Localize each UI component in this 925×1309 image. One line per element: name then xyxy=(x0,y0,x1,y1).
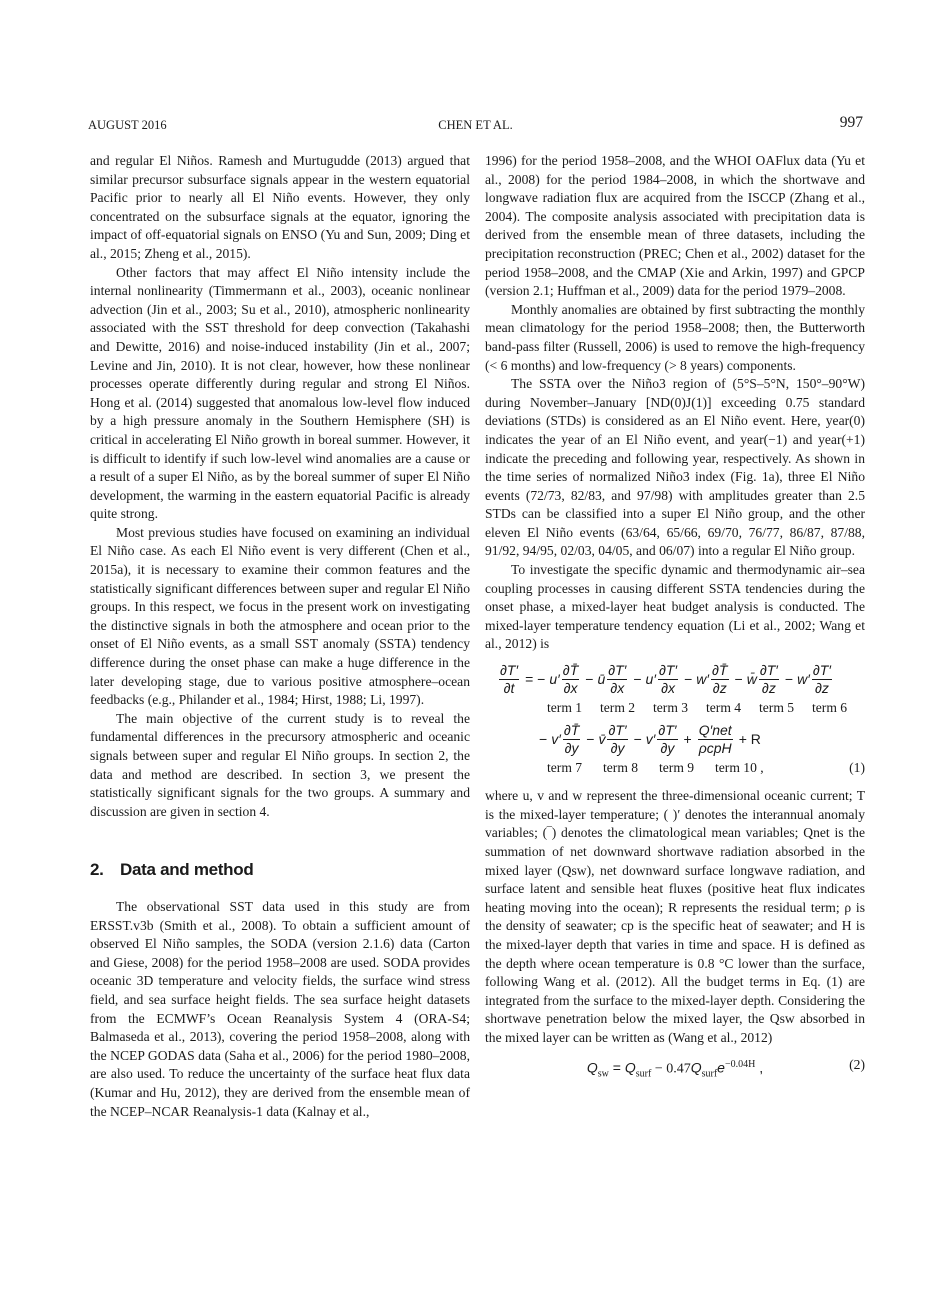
fraction: $\frac{\partial T'}{\partial x}$ xyxy=(608,662,627,697)
operator: − xyxy=(784,671,794,688)
fraction: $\frac{\partial T'}{\partial z}$ xyxy=(759,662,778,697)
fraction: $\frac{\partial T'}{\partial y}$ xyxy=(608,721,627,756)
left-column xyxy=(90,152,470,1121)
equation-number: (1) xyxy=(849,759,865,775)
coefficient: w′ xyxy=(696,671,710,688)
paragraph: The observational SST data used in this study are from ERSST.v3b (Smith et al., 2008). To obtain a sufficient amount of observed El Niño samples, the SODA (version 2.1.6) data (Carton and Giese, 2008) for the period 1958–2008 are used. SODA provides oceanic 3D temperature and velocity fields, the surface wind stress field, and sea surface height fields. The sea surface height datasets from the ECMWF’s Ocean Reanalysis System 4 (ORA-S4; Balmaseda et al., 2013), covering the period 1958–2008, along with the NCEP GODAS data (Saha et al., 2006) for the period 1980–2008, are also used. To reduce the uncertainty of the surface heat flux data (Kumar and Hu, 2012), they are derived from the ensemble mean of the NCEP–NCAR Reanalysis-1 data (Kalnay et al., xyxy=(90,898,470,1119)
fraction: $\frac{\partial T̄}{\partial z}$ xyxy=(712,662,728,697)
fraction: $\frac{\text{Q′net}}{\text{ρcpH}}$ xyxy=(698,721,732,756)
coefficient: w̄ xyxy=(746,671,757,688)
coefficient: v′ xyxy=(551,730,561,747)
equation-row-2 xyxy=(485,722,865,757)
operator: = − xyxy=(525,671,546,688)
term-label: term 1 xyxy=(547,700,583,716)
coefficient: u′ xyxy=(549,671,560,688)
paragraph: 1996) for the period 1958–2008, and the WHOI OAFlux data (Yu et al., 2008) for the period 1984–2008, in which the shortwave and longwave radiation flux are acquired from the ISCCP (Zhang et al., 2004). The composite analysis associated with precipitation data is derived from the ensemble mean of three datasets, including the precipitation reconstruction (PREC; Chen et al., 2002) dataset for the period 1958–2008, and the CMAP (Xie and Arkin, 1997) and GPCP (version 2.1; Huffman et al., 2009) data for the period 1979–2008. xyxy=(485,153,865,299)
section-heading xyxy=(90,861,470,880)
fraction: $\frac{\partial T'}{\partial z}$ xyxy=(812,662,831,697)
equation-1 xyxy=(485,662,865,777)
paragraph: Most previous studies have focused on examining an individual El Niño case. As each El Niño event is very different (Chen et al., 2015a), it is necessary to examine their common features and the statistically significant differences between super and regular El Niño groups. In this respect, we focus in the present work on investigating the distinctive signals in both the atmosphere and ocean prior to the onset of El Niño events, as a small SST anomaly (SSTA) tendency difference during the onset phase can make a huge difference in the later developing stage, due to various positive atmosphere–ocean feedbacks (e.g., Philander et al., 1984; Hirst, 1988; Li, 1997). xyxy=(90,524,470,708)
paragraph: Other factors that may affect El Niño intensity include the internal nonlinearity (Timmermann et al., 2003), oceanic nonlinear advection (Jin et al., 2003; Su et al., 2010), atmospheric nonlinearity associated with the SST threshold for deep convection (Takahashi and Dewitte, 2016) and noise-induced instability (Jin et al., 2007; Levine and Jin, 2010). It is not clear, however, how these nonlinear processes operate differently during regular and strong El Niños. Hong et al. (2014) suggested that anomalous low-level flow induced by a high pressure anomaly in the Southern Hemisphere (SH) is critical in accelerating El Niño growth in boreal summer. However, it is difficult to identify if such low-level wind anomalies are a cause or a result of a super El Niño, as by the boreal summer of super El Niño development, the warming in the eastern equatorial Pacific is already quite strong. xyxy=(90,264,470,522)
paragraph: and regular El Niños. Ramesh and Murtugudde (2013) argued that similar precursor subsurface signals appear in the western equatorial Pacific prior to nearly all El Niño events. However, they only concentrated on the subsurface signals at the equator, ignoring the impact of off-equatorial signals on ENSO (Yu and Sun, 2009; Ding et al., 2015; Zheng et al., 2015). xyxy=(90,153,470,261)
operator: − xyxy=(684,671,693,688)
fraction: $\frac{\partial T'}{\partial y}$ xyxy=(658,721,677,756)
operator: − xyxy=(585,671,594,688)
coefficient: v′ xyxy=(645,730,656,747)
coefficient: w′ xyxy=(797,671,810,688)
term-label: term 5 xyxy=(759,700,795,716)
equation-number: (2) xyxy=(849,1056,865,1072)
right-column xyxy=(485,152,865,1084)
coefficient: u′ xyxy=(645,671,656,688)
lhs-fraction: $\frac{\partial T'}{\partial t}$ xyxy=(500,662,519,697)
term-label: term 9 xyxy=(659,759,695,775)
section-title: Data and method xyxy=(120,860,254,880)
term-label: term 7 xyxy=(547,759,583,775)
operator: − xyxy=(633,730,642,747)
operator: − xyxy=(734,671,743,688)
operator: − xyxy=(586,730,595,747)
paragraph: To investigate the specific dynamic and thermodynamic air–sea coupling processes in causing different SSTA tendencies during the onset phase, a mixed-layer heat budget analysis is conducted. The mixed-layer temperature tendency equation (Li et al., 2002; Wang et al., 2012) is xyxy=(485,562,865,652)
term-labels-row-2 xyxy=(485,759,865,778)
operator: + xyxy=(683,730,692,747)
page-number: 997 xyxy=(839,114,863,131)
fraction: $\frac{\partial T̄}{\partial y}$ xyxy=(563,721,580,756)
paragraph: The main objective of the current study is to reveal the fundamental differences in the precursory atmospheric and oceanic signals between super and regular El Niño groups. In section 2, the data and method are described. In section 3, we present the statistically significant signals for the two groups. A summary and discussion are given in section 4. xyxy=(90,710,470,819)
term-label: term 2 xyxy=(600,700,636,716)
equation-row-1 xyxy=(485,662,865,697)
term-labels-row-1 xyxy=(485,699,865,718)
term-label: term 10 , xyxy=(715,759,764,775)
paragraph: The SSTA over the Niño3 region of (5°S–5°N, 150°–90°W) during November–January [ND(0)J(1)] exceeding 0.75 standard deviations (STDs) is considered as an El Niño event. Here, year(0) indicates the year of an El Niño event, and year(−1) and year(+1) indicate the preceding and following year, respectively. As shown in the time series of normalized Niño3 index (Fig. 1a), three El Niño events (72/73, 82/83, and 97/98) with amplitudes greater than 2.5 STDs can be classified into a super El Niño group, and the other eleven El Niño events (63/64, 65/66, 69/70, 76/77, 86/87, 87/88, 91/92, 94/95, 02/03, 04/05, and 06/07) into a regular El Niño group. xyxy=(485,376,865,559)
term-label: term 3 xyxy=(653,700,689,716)
page-header xyxy=(88,116,863,136)
issue-date: AUGUST 2016 xyxy=(88,118,167,132)
running-authors: CHEN ET AL. xyxy=(438,118,513,132)
term-label: term 4 xyxy=(706,700,742,716)
fraction: $\frac{\partial T̄}{\partial x}$ xyxy=(562,662,579,697)
operator: − xyxy=(633,671,642,688)
residual-term: + R xyxy=(738,730,761,747)
term-label: term 6 xyxy=(812,700,848,716)
section-number: 2. xyxy=(90,860,104,880)
paragraph: Monthly anomalies are obtained by first subtracting the monthly mean climatology for the period 1958–2008; then, the Butterworth band-pass filter (Russell, 2006) is used to remove the high-frequency (< 6 months) and low-frequency (> 8 years) components. xyxy=(485,301,865,373)
fraction: $\frac{\partial T'}{\partial x}$ xyxy=(658,662,678,697)
equation-2: $Q_{sw} = Q_{surf} - 0.47Q_{surf}e^{-0.04H}$ , (2) xyxy=(586,1056,865,1079)
coefficient: ū xyxy=(597,671,606,688)
paragraph: where u, v and w represent the three-dimensional oceanic current; T is the mixed-layer temperature; ( )′ denotes the interannual anomaly variables; (‾) denotes the climatological mean variables; Qnet is the summation of net downward shortwave radiation absorbed in the mixed layer (Qsw), net downward surface longwave radiation, and surface latent and sensible heat fluxes (positive heat flux indicates heating moving into the ocean); R represents the residual term; ρ is the density of seawater; cp is the specific heat of seawater; and H is the mixed-layer depth that varies in time and space. H is defined as the depth where ocean temperature is 0.8 °C lower than the surface, following Wang et al. (2012). All the budget terms in Eq. (1) are integrated from the surface to the mixed-layer depth. Considering the shortwave penetration below the mixed layer, the Qsw absorbed in the mixed layer can be written as (Wang et al., 2012) xyxy=(485,788,865,1045)
term-label: term 8 xyxy=(603,759,639,775)
operator: − xyxy=(539,730,548,747)
coefficient: v̄ xyxy=(598,730,606,747)
